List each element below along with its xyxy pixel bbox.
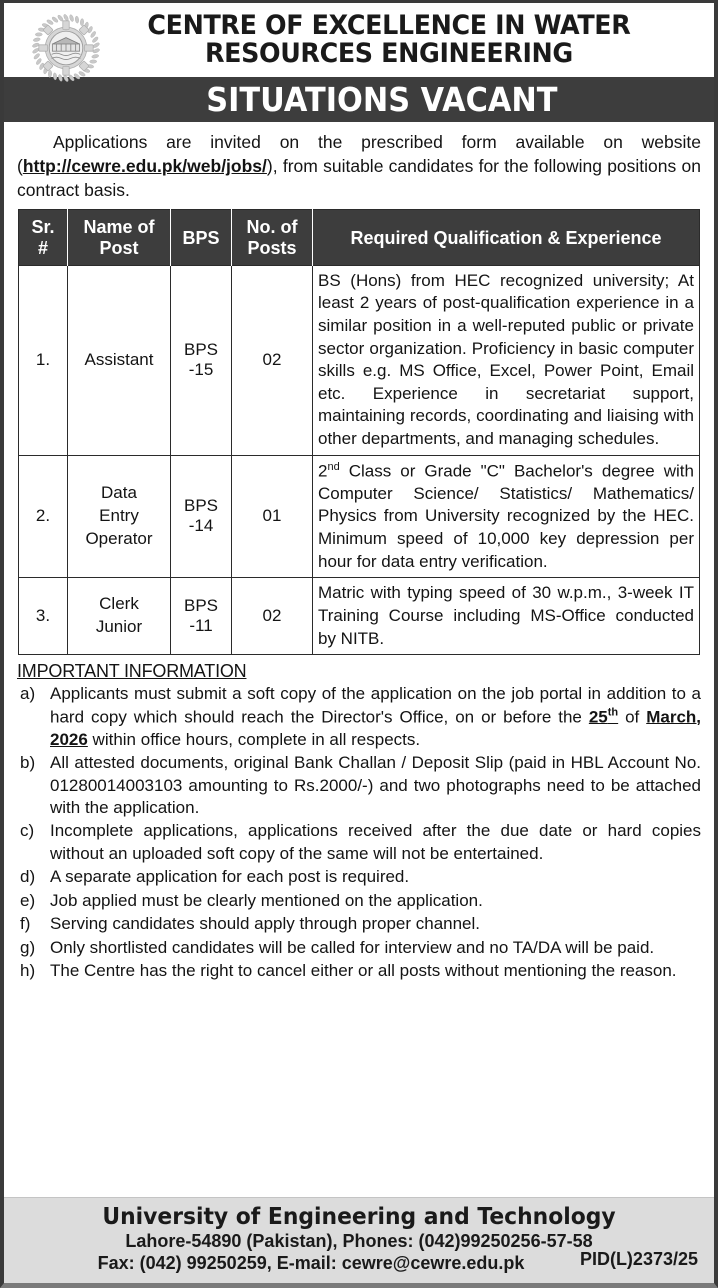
cell-posts-3: 02 <box>232 578 313 655</box>
pid-number: PID(L)2373/25 <box>579 1249 698 1269</box>
intro-part2: from suitable candidates for the following positions on contract basis. <box>17 156 701 201</box>
cell-post-1: Assistant <box>68 265 171 455</box>
cell-sr-2: 2. <box>19 455 68 578</box>
deadline-day-suffix: th <box>607 706 619 719</box>
list-marker-a: a) <box>20 684 36 704</box>
table-row <box>19 455 700 578</box>
column-header-requirements: Required Qualification & Experience <box>313 210 700 265</box>
cell-sr-3: 3. <box>19 578 68 655</box>
footer-contact-row <box>14 1249 704 1275</box>
cell-posts-2: 01 <box>232 455 313 578</box>
cell-requirements-3: Matric with typing speed of 30 w.p.m., 3-week IT Training Course including MS-Office conducted by NITB. <box>313 578 700 655</box>
item-g-text: Only shortlisted candidates will be called for interview and no TA/DA will be paid. <box>50 937 655 957</box>
title-area <box>4 3 714 77</box>
list-marker-c: c) <box>20 821 35 841</box>
advertisement-footer <box>4 1197 714 1283</box>
table-row <box>19 578 700 655</box>
list-item <box>17 866 701 888</box>
list-item <box>17 890 701 912</box>
banner-text: SITUATIONS VACANT <box>206 80 558 119</box>
intro-open-paren: ( <box>17 156 23 177</box>
item-h-text: The Centre has the right to cancel either or all posts without mentioning the reason. <box>50 961 677 981</box>
page-title: CENTRE OF EXCELLENCE IN WATER RESOURCES ENGINEERING <box>147 10 631 69</box>
column-header-bps: BPS <box>171 210 232 265</box>
requirements-text: Class or Grade "C" Bachelor's degree with Computer Science/ Statistics/ Mathematics/ Physics from University recognized by the HEC. Minimum speed of 10,000 key depression per hour for data entry verification. <box>318 461 694 571</box>
list-item <box>17 960 701 982</box>
item-a-text-1: Applicants must submit a soft copy of the application on the job portal in addition to a hard copy which should reach the Director's Office, on or before the <box>50 684 701 727</box>
posts-table <box>18 209 700 655</box>
item-f-text: Serving candidates should apply through proper channel. <box>50 914 481 934</box>
important-information-heading: IMPORTANT INFORMATION <box>17 661 247 682</box>
list-item <box>17 752 701 819</box>
cell-post-3: Clerk Junior <box>68 578 171 655</box>
important-information-section <box>4 655 714 982</box>
university-contact: Fax: (042) 99250259, E-mail: cewre@cewre.edu.pk <box>97 1253 525 1273</box>
list-marker-h: h) <box>20 961 36 981</box>
item-e-text: Job applied must be clearly mentioned on the application. <box>50 890 483 910</box>
advertisement-header <box>4 3 714 122</box>
deadline-month-year: March, 2026 <box>50 707 702 749</box>
important-information-list <box>17 683 701 982</box>
column-header-sr: Sr. # <box>19 210 68 265</box>
item-a-text-2: of <box>618 707 647 727</box>
intro-part1: Applications are invited on the prescribed form available on website <box>53 132 701 152</box>
list-item <box>17 937 701 959</box>
item-a-text-3: within office hours, complete in all respects. <box>87 729 421 749</box>
column-header-post: Name of Post <box>68 210 171 265</box>
deadline-day: 25 <box>588 707 608 727</box>
item-d-text: A separate application for each post is required. <box>50 867 410 887</box>
item-b-text: All attested documents, original Bank Challan / Deposit Slip (paid in HBL Account No. 01280014003103 amounting to Rs.2000/-) and two photographs need to be attached with the application. <box>50 753 701 817</box>
ordinal-suffix: nd <box>327 460 340 473</box>
cell-post-2: Data Entry Operator <box>68 455 171 578</box>
intro-paragraph <box>4 122 714 206</box>
cell-sr-1: 1. <box>19 265 68 455</box>
cell-requirements-2 <box>313 455 700 578</box>
list-marker-e: e) <box>20 890 36 910</box>
table-row <box>19 265 700 455</box>
university-name: University of Engineering and Technology <box>102 1204 616 1231</box>
list-marker-b: b) <box>20 753 36 773</box>
cell-bps-3: BPS -11 <box>171 578 232 655</box>
table-header-row <box>19 210 700 265</box>
cell-posts-1: 02 <box>232 265 313 455</box>
list-item <box>17 820 701 865</box>
list-item <box>17 683 701 751</box>
column-header-posts: No. of Posts <box>232 210 313 265</box>
intro-close-paren: ), <box>266 156 278 177</box>
list-item <box>17 913 701 935</box>
university-address: Lahore-54890 (Pakistan), Phones: (042)99250256-57-58 <box>125 1231 593 1252</box>
situations-vacant-banner <box>4 77 714 122</box>
list-marker-d: d) <box>20 867 36 887</box>
cell-bps-2: BPS -14 <box>171 455 232 578</box>
list-marker-f: f) <box>20 914 31 934</box>
jobs-portal-link[interactable]: http://cewre.edu.pk/web/jobs/ <box>22 156 267 177</box>
ordinal-base: 2 <box>318 461 328 481</box>
cell-requirements-1: BS (Hons) from HEC recognized university; At least 2 years of post-qualification experience in a similar position in a well-reputed public or private sector organization. Proficiency in basic computer skills e.g. MS Office, Excel, Power Point, Email etc. Experience in secretariat support, maintaining records, coordinating and liaising with other departments, and managing schedules. <box>313 265 700 455</box>
posts-table-wrap <box>4 206 714 655</box>
cell-bps-1: BPS -15 <box>171 265 232 455</box>
list-marker-g: g) <box>20 937 36 957</box>
item-c-text: Incomplete applications, applications received after the due date or hard copies without an uploaded soft copy of the same will not be entertained. <box>50 821 701 863</box>
